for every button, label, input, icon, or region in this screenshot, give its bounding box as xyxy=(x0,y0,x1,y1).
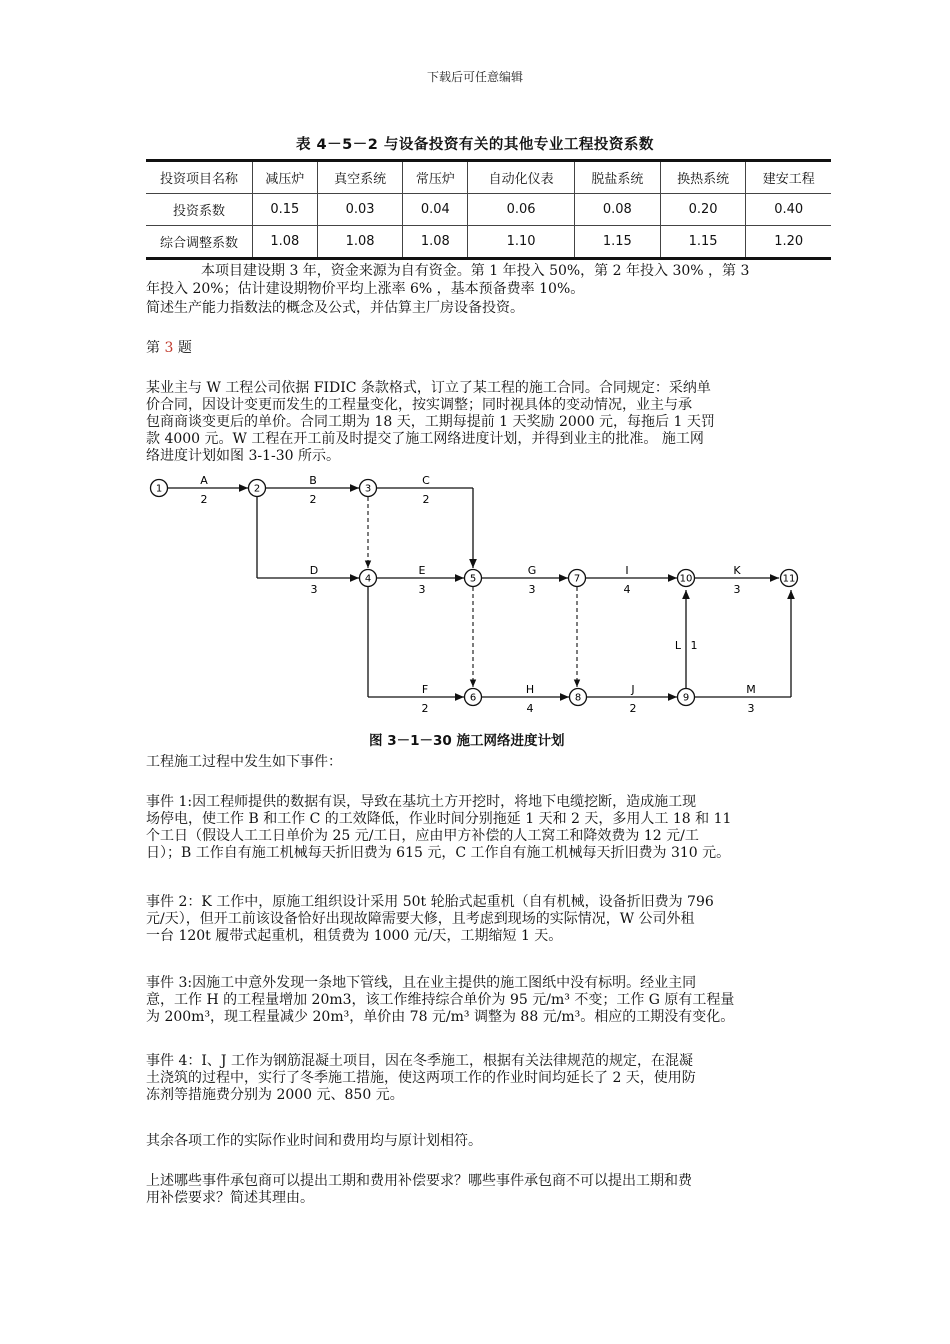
table-cell: 0.40 xyxy=(746,194,831,226)
table-row xyxy=(146,194,831,226)
svg-text:6: 6 xyxy=(469,692,477,704)
paragraph-line: 事件 3:因施工中意外发现一条地下管线，且在业主提供的施工图纸中没有标明。经业主同 xyxy=(146,975,697,991)
event-1 xyxy=(146,794,814,862)
svg-text:3: 3 xyxy=(364,483,372,495)
node-2 xyxy=(249,480,266,497)
label-F-duration: 2 xyxy=(421,702,429,715)
label-I-name: I xyxy=(625,564,629,577)
label-E-duration: 3 xyxy=(418,583,426,596)
paragraph-line: 场停电，使工作 B 和工作 C 的工效降低，作业时间分别拖延 1 天和 2 天，多用人工 18 和 11 xyxy=(146,811,732,827)
svg-text:4: 4 xyxy=(364,573,372,585)
node-7 xyxy=(569,570,586,587)
label-E-name: E xyxy=(418,564,426,577)
svg-text:5: 5 xyxy=(469,573,477,585)
label-F-name: F xyxy=(421,683,429,696)
table-header-cell: 自动化仪表 xyxy=(468,161,575,194)
svg-text:11: 11 xyxy=(782,573,796,585)
svg-text:7: 7 xyxy=(573,573,581,585)
label-D-name: D xyxy=(309,564,319,577)
final-question xyxy=(146,1173,814,1207)
label-A-duration: 2 xyxy=(200,493,208,506)
table-cell: 1.08 xyxy=(403,226,468,259)
paragraph-line: 事件 4：I、J 工作为钢筋混凝土项目，因在冬季施工，根据有关法律规范的规定，在混凝 xyxy=(146,1053,693,1069)
label-D-duration: 3 xyxy=(310,583,318,596)
question-prefix: 第 xyxy=(146,340,160,356)
label-L-name: L xyxy=(674,639,682,652)
table-cell: 1.15 xyxy=(574,226,660,259)
label-L-duration: 1 xyxy=(690,639,698,652)
table-cell: 0.15 xyxy=(253,194,318,226)
node-11 xyxy=(781,570,798,587)
contract-paragraph xyxy=(146,380,814,465)
node-6 xyxy=(465,689,482,706)
svg-text:1: 1 xyxy=(155,483,163,495)
table-header-cell: 常压炉 xyxy=(403,161,468,194)
table-cell: 1.08 xyxy=(317,226,403,259)
network-diagram xyxy=(146,475,806,725)
label-M-name: M xyxy=(746,683,756,696)
label-H-duration: 4 xyxy=(526,702,534,715)
table-cell: 投资系数 xyxy=(146,194,253,226)
label-J-duration: 2 xyxy=(629,702,637,715)
node-4 xyxy=(360,570,377,587)
events-intro: 工程施工过程中发生如下事件： xyxy=(146,754,342,770)
page-header: 下载后可任意编辑 xyxy=(426,70,523,84)
paragraph-line: 价合同，因设计变更而发生的工程量变化，按实调整；同时视具体的变动情况，业主与承 xyxy=(146,397,692,413)
paragraph-line: 络进度计划如图 3-1-30 所示。 xyxy=(146,448,340,464)
label-C-name: C xyxy=(422,475,430,487)
table-header-cell: 脱盐系统 xyxy=(574,161,660,194)
paragraph-line: 用补偿要求？简述其理由。 xyxy=(146,1190,314,1206)
table-cell: 1.10 xyxy=(468,226,575,259)
paragraph-line: 某业主与 W 工程公司依据 FIDIC 条款格式，订立了某工程的施工合同。合同规定：采纳单 xyxy=(146,380,711,396)
paragraph-line: 为 200m³，现工程量减少 20m³，单价由 78 元/m³ 调整为 88 元/m³。相应的工期没有变化。 xyxy=(146,1009,735,1025)
table-cell: 0.20 xyxy=(660,194,746,226)
table-header-row xyxy=(146,161,831,194)
svg-text:10: 10 xyxy=(679,573,693,585)
table-cell: 1.15 xyxy=(660,226,746,259)
paragraph-line: 事件 2：K 工作中，原施工组织设计采用 50t 轮胎式起重机（自有机械，设备折旧费为 796 xyxy=(146,894,714,910)
paragraph-line: 事件 1:因工程师提供的数据有误，导致在基坑土方开挖时，将地下电缆挖断，造成施工现 xyxy=(146,794,697,810)
node-1 xyxy=(151,480,168,497)
node-5 xyxy=(465,570,482,587)
paragraph-line: 日）；B 工作自有施工机械每天折旧费为 615 元，C 工作自有施工机械每天折旧费为 310 元。 xyxy=(146,845,731,861)
label-B-duration: 2 xyxy=(309,493,317,506)
table-header-cell: 建安工程 xyxy=(746,161,831,194)
node-3 xyxy=(360,480,377,497)
label-G-duration: 3 xyxy=(528,583,536,596)
label-C-duration: 2 xyxy=(422,493,430,506)
label-G-name: G xyxy=(527,564,537,577)
table-cell: 0.08 xyxy=(574,194,660,226)
paragraph-line: 冻剂等措施费分别为 2000 元、850 元。 xyxy=(146,1087,404,1103)
label-A-name: A xyxy=(200,475,208,487)
question-suffix: 题 xyxy=(177,340,192,356)
table-header-cell: 投资项目名称 xyxy=(146,161,253,194)
paragraph-line: 意，工作 H 的工程量增加 20m3，该工作维持综合单价为 95 元/m³ 不变；工作 G 原有工程量 xyxy=(146,992,735,1008)
paragraph-line: 款 4000 元。W 工程在开工前及时提交了施工网络进度计划，并得到业主的批准。 施工网 xyxy=(146,431,704,447)
node-8 xyxy=(570,689,587,706)
node-9 xyxy=(678,689,695,706)
intro-line-2: 年投入 20%；估计建设期物价平均上涨率 6% ，基本预备费率 10%。 xyxy=(146,281,585,297)
table-header-cell: 减压炉 xyxy=(253,161,318,194)
intro-line-1: 本项目建设期 3 年，资金来源为自有资金。第 1 年投入 50%，第 2 年投入 30% ，第 3 xyxy=(201,263,750,279)
table-cell: 1.20 xyxy=(746,226,831,259)
label-K-duration: 3 xyxy=(733,583,741,596)
table-header-cell: 换热系统 xyxy=(660,161,746,194)
label-J-name: J xyxy=(631,683,635,696)
label-H-name: H xyxy=(525,683,535,696)
label-M-duration: 3 xyxy=(747,702,755,715)
table-cell: 0.06 xyxy=(468,194,575,226)
table-header-cell: 真空系统 xyxy=(317,161,403,194)
remaining-note: 其余各项工作的实际作业时间和费用均与原计划相符。 xyxy=(146,1133,482,1149)
table-cell: 0.04 xyxy=(403,194,468,226)
paragraph-line: 上述哪些事件承包商可以提出工期和费用补偿要求？哪些事件承包商不可以提出工期和费 xyxy=(146,1173,692,1189)
node-10 xyxy=(678,570,695,587)
event-4 xyxy=(146,1053,814,1104)
paragraph-line: 土浇筑的过程中，实行了冬季施工措施，使这两项工作的作业时间均延长了 2 天，使用防 xyxy=(146,1070,696,1086)
svg-text:9: 9 xyxy=(682,692,690,704)
table-row xyxy=(146,226,831,259)
event-3 xyxy=(146,975,814,1026)
figure-caption: 图 3－1－30 施工网络进度计划 xyxy=(369,733,565,749)
label-K-name: K xyxy=(733,564,741,577)
table-caption: 表 4－5－2 与设备投资有关的其他专业工程投资系数 xyxy=(296,137,654,153)
table-cell: 综合调整系数 xyxy=(146,226,253,259)
table-cell: 1.08 xyxy=(253,226,318,259)
paragraph-line: 一台 120t 履带式起重机，租赁费为 1000 元/天，工期缩短 1 天。 xyxy=(146,928,563,944)
question-heading xyxy=(146,340,814,357)
table-cell: 0.03 xyxy=(317,194,403,226)
paragraph-line: 个工日（假设人工工日单价为 25 元/工日，应由甲方补偿的人工窝工和降效费为 12 元/工 xyxy=(146,828,699,844)
paragraph-line: 元/天），但开工前该设备恰好出现故障需要大修，且考虑到现场的实际情况，W 公司外租 xyxy=(146,911,695,927)
paragraph-line: 包商商谈变更后的单价。合同工期为 18 天，工期每提前 1 天奖励 2000 元，每拖后 1 天罚 xyxy=(146,414,715,430)
investment-coefficient-table xyxy=(146,159,831,260)
label-B-name: B xyxy=(309,475,317,487)
event-2 xyxy=(146,894,814,945)
svg-text:8: 8 xyxy=(574,692,582,704)
label-I-duration: 4 xyxy=(623,583,631,596)
intro-question: 简述生产能力指数法的概念及公式，并估算主厂房设备投资。 xyxy=(146,300,524,316)
svg-text:2: 2 xyxy=(253,483,261,495)
question-number: 3 xyxy=(164,340,174,356)
